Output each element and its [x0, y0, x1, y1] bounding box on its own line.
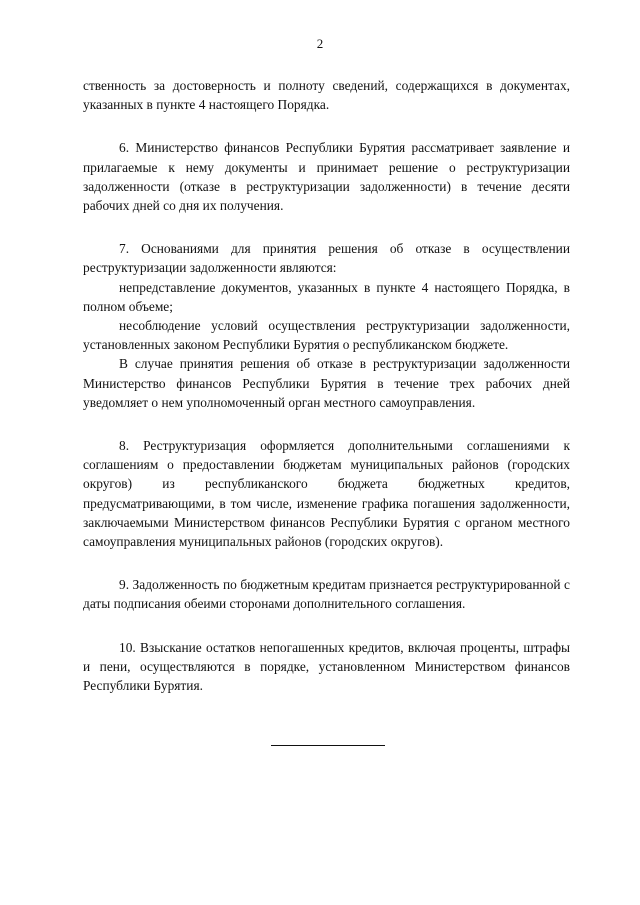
paragraph-item-8: 8. Реструктуризация оформляется дополнительными соглашениями к соглашениям о предоставлении бюджетам муниципальных районов (городских округов) из республиканского бюджета бюджетных кредитов, предусматривающими, в том числе, изменение графика погашения задолженности, заключаемыми Министерством финансов Республики Бурятия с органом местного самоуправления муниципальных районов (городских округов). [83, 438, 570, 550]
paragraph-item-7-notice: В случае принятия решения об отказе в реструктуризации задолженности Министерство финансов Республики Бурятия в течение трех рабочих дней уведомляет о нем уполномоченный орган местного самоуправления. [83, 356, 570, 410]
paragraph-continuation: ственность за достоверность и полноту сведений, содержащихся в документах, указанных в пункте 4 настоящего Порядка. [83, 78, 570, 113]
paragraph-item-10: 10. Взыскание остатков непогашенных кредитов, включая проценты, штрафы и пени, осуществляются в порядке, установленном Министерством финансов Республики Бурятия. [83, 639, 570, 694]
paragraph-item-9: 9. Задолженность по бюджетным кредитам признается реструктурированной с даты подписания обеими сторонами дополнительного соглашения. [83, 577, 570, 612]
paragraph-item-7-ground-1: непредставление документов, указанных в пункте 4 настоящего Порядка, в полном объеме; [83, 279, 570, 314]
document-body [83, 76, 570, 695]
page-number: 2 [316, 36, 324, 51]
paragraph-item-6: 6. Министерство финансов Республики Бурятия рассматривает заявление и прилагаемые к нему документы и принимает решение о реструктуризации задолженности (отказе в реструктуризации задолженности) в течение десяти рабочих дней со дня их получения. [83, 140, 570, 214]
paragraph-item-7-ground-2: несоблюдение условий осуществления реструктуризации задолженности, установленных законом Республики Бурятия о республиканском бюджете. [83, 318, 570, 353]
paragraph-item-7: 7. Основаниями для принятия решения об отказе в осуществлении реструктуризации задолженности являются: [83, 241, 570, 276]
end-divider-line [271, 745, 385, 746]
